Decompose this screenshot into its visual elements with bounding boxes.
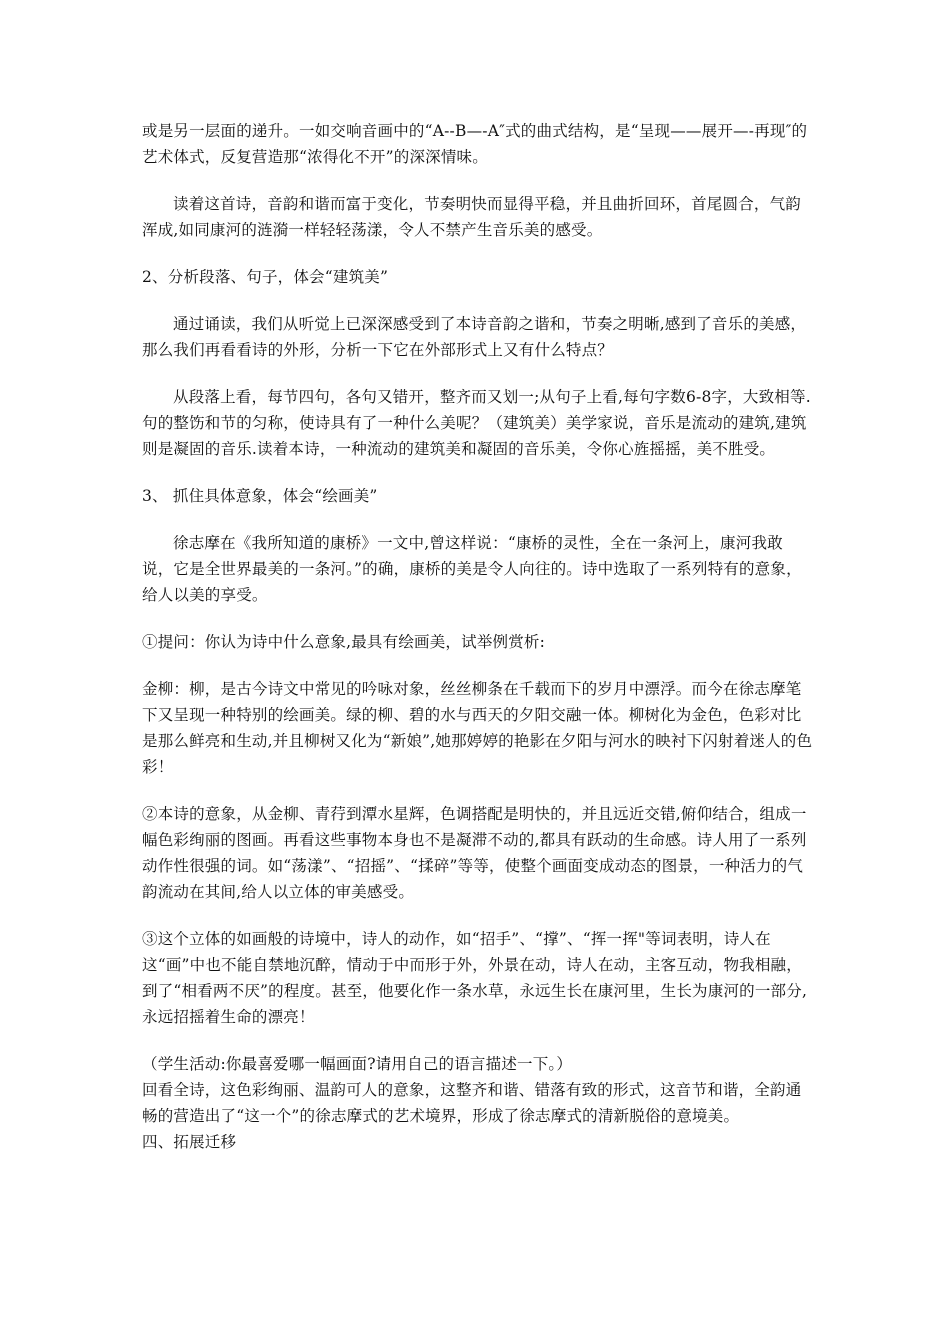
point-3-poet-action: ③这个立体的如画般的诗境中，诗人的动作，如“招手”、“撑”、“挥一挥"等词表明，诗人在这“画”中也不能自禁地沉醉，情动于中而形于外，外景在动，诗人在动，主客互动，物我相融，到了“相看两不厌”的程度。甚至，他要化作一条水草，永远生长在康河里，生长为康河的一部分,永远招摇着生命的漂亮！ [142,930,808,1026]
paragraph-summary: 回看全诗，这色彩绚丽、温韵可人的意象，这整齐和谐、错落有致的形式，这音节和谐，全韵通畅的营造出了“这一个”的徐志摩式的艺术境界，形成了徐志摩式的清新脱俗的意境美。 [142,1081,802,1125]
document-body [142,118,814,1155]
paragraph-structure: 或是另一层面的递升。一如交响音画中的“A--B—-A″式的曲式结构，是“呈现——展开—-再现″的艺术体式，反复营造那“浓得化不开”的深深情味。 [142,122,808,166]
paragraph-architecture-beauty: 从段落上看，每节四句，各句又错开，整齐而又划一;从句子上看,每句字数6-8字，大致相等.句的整饬和节的匀称，使诗具有了一种什么美呢？（建筑美）美学家说，音乐是流动的建筑,建筑则是凝固的音乐.读着本诗，一种流动的建筑美和凝固的音乐美，令你心旌摇摇，美不胜受。 [142,388,811,458]
question-1: ①提问：你认为诗中什么意象,最具有绘画美，试举例赏析: [142,633,546,651]
paragraph-golden-willow: 金柳：柳，是古今诗文中常见的吟咏对象，丝丝柳条在千载而下的岁月中漂浮。而今在徐志摩笔下又呈现一种特别的绘画美。绿的柳、碧的水与西天的夕阳交融一体。柳树化为金色，色彩对比是那么鲜亮和生动,并且柳树又化为“新娘”,她那婷婷的艳影在夕阳与河水的映衬下闪射着迷人的色彩！ [142,680,813,776]
point-2-imagery: ②本诗的意象，从金柳、青荇到潭水星辉，色调搭配是明快的，并且远近交错,俯仰结合，组成一幅色彩绚丽的图画。再看这些事物本身也不是凝滞不动的,都具有跃动的生命感。诗人用了一系列动作性很强的词。如“荡漾”、“招摇”、“揉碎”等等，使整个画面变成动态的图景，一种活力的气韵流动在其间,给人以立体的审美感受。 [142,805,807,901]
paragraph-kangqiao-quote: 徐志摩在《我所知道的康桥》一文中,曾这样说：“康桥的灵性，全在一条河上，康河我敢说，它是全世界最美的一条河。”的确，康桥的美是令人向往的。诗中选取了一系列特有的意象，给人以美的享受。 [142,534,802,604]
section-heading-extension: 四、拓展迁移 [142,1133,237,1151]
student-activity: （学生活动:你最喜爱哪一幅画面?请用自己的语言描述一下。） [142,1055,573,1073]
section-heading-architecture: 2、分析段落、句子，体会“建筑美” [142,268,389,286]
paragraph-music-beauty: 读着这首诗，音韵和谐而富于变化，节奏明快而显得平稳，并且曲折回环，首尾圆合，气韵浑成,如同康河的涟漪一样轻轻荡漾，令人不禁产生音乐美的感受。 [142,195,802,239]
section-heading-painting: 3、 抓住具体意象，体会“绘画美” [142,487,378,505]
paragraph-recitation: 通过诵读，我们从听觉上已深深感受到了本诗音韵之谐和，节奏之明晰,感到了音乐的美感，那么我们再看看诗的外形，分析一下它在外部形式上又有什么特点？ [142,315,807,359]
